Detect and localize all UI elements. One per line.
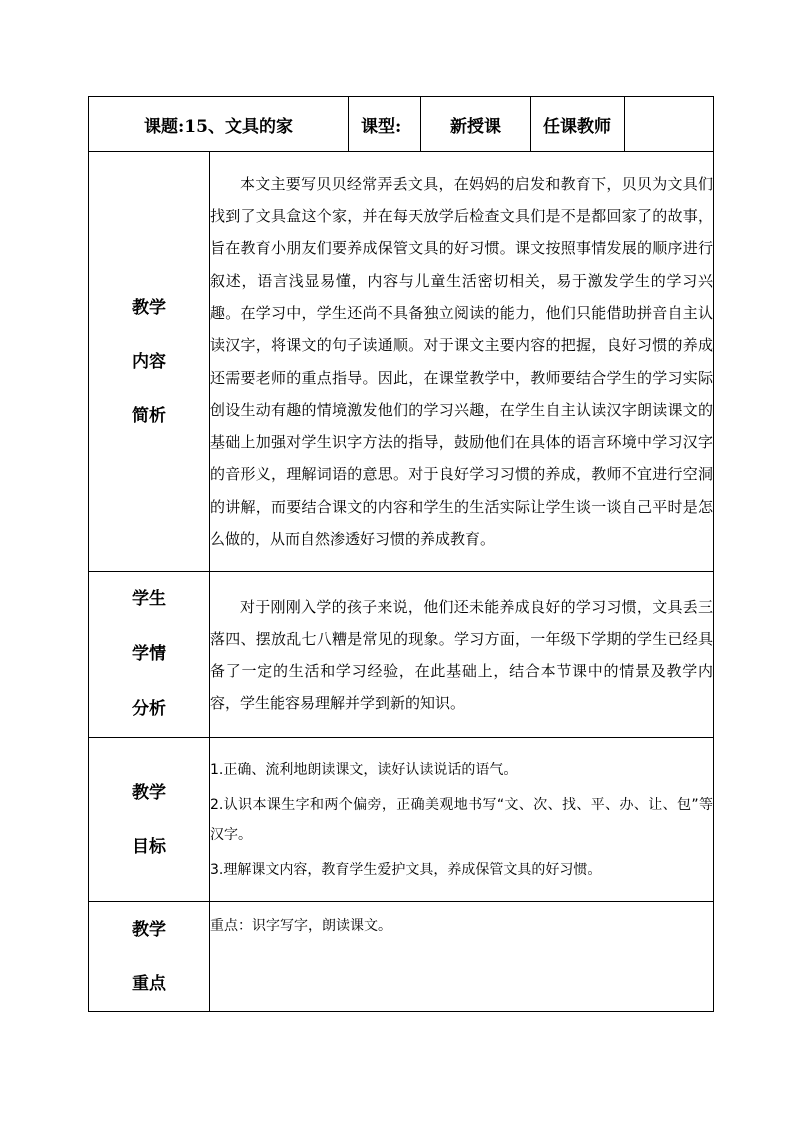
key-points-text: 重点：识字写字，朗读课文。 (210, 918, 392, 934)
header-row (89, 97, 714, 152)
key-points-label (89, 902, 210, 1012)
teacher-label: 任课教师 (531, 97, 625, 152)
content-summary-text: 本文主要写贝贝经常弄丢文具，在妈妈的启发和教育下，贝贝为文具们找到了文具盒这个家，并在每天放学后检查文具们是不是都回家了的故事，旨在教育小朋友们要养成保管文具的好习惯。课文按照事情发展的顺序进行叙述，语言浅显易懂，内容与儿童生活密切相关，易于激发学生的学习兴趣。在学习中，学生还尚不具备独立阅读的能力，他们只能借助拼音自主认读汉字，将课文的句子读通顺。对于课文主要内容的把握，良好习惯的养成还需要老师的重点指导。因此，在课堂教学中，教师要结合学生的学习实际创设生动有趣的情境激发他们的学习兴趣，在学生自主认读汉字朗读课文的基础上加强对学生识字方法的指导，鼓励他们在具体的语言环境中学习汉字的音形义，理解词语的意思。对于良好学习习惯的养成，教师不宜进行空洞的讲解，而要结合课文的内容和学生的生活实际让学生谈一谈自己平时是怎么做的，从而自然渗透好习惯的养成教育。 (210, 174, 713, 548)
label-line: 重点 (132, 973, 166, 994)
label-line: 分析 (132, 699, 166, 719)
student-analysis-label (89, 572, 210, 738)
content-summary-label (89, 152, 210, 572)
key-points-row (89, 902, 714, 1012)
label-line: 教学 (132, 297, 166, 318)
lesson-plan-table (88, 96, 714, 1012)
goal-list (210, 755, 713, 885)
student-analysis-row (89, 572, 714, 738)
goal-item: 2.认识本课生字和两个偏旁，正确美观地书写“文、次、找、平、办、让、包”等汉字。 (210, 796, 713, 843)
student-analysis-text: 对于刚刚入学的孩子来说，他们还未能养成良好的学习习惯，文具丢三落四、摆放乱七八糟是常见的现象。学习方面，一年级下学期的学生已经具备了一定的生活和学习经验，在此基础上，结合本节课中的情景及教学内容，学生能容易理解并学到新的知识。 (210, 597, 713, 712)
lesson-type-value: 新授课 (421, 97, 531, 152)
teaching-goals-cell (210, 738, 714, 902)
goal-item: 1.正确、流利地朗读课文，读好认读说话的语气。 (210, 761, 518, 778)
goal-item: 3.理解课文内容，教育学生爱护文具，养成保管文具的好习惯。 (210, 861, 602, 878)
label-line: 学情 (132, 644, 166, 664)
content-summary-row (89, 152, 714, 572)
label-line: 教学 (132, 919, 166, 940)
label-line: 教学 (132, 782, 166, 803)
teaching-goals-label (89, 738, 210, 902)
label-line: 目标 (132, 836, 166, 857)
teacher-value (625, 97, 714, 152)
key-points-cell (210, 902, 714, 1012)
label-line: 简析 (132, 405, 166, 426)
content-summary-cell (210, 152, 714, 572)
student-analysis-cell (210, 572, 714, 738)
label-line: 内容 (132, 351, 166, 372)
lesson-title: 课题:15、文具的家 (89, 97, 349, 152)
teaching-goals-row (89, 738, 714, 902)
label-line: 学生 (132, 589, 166, 609)
lesson-type-label: 课型: (349, 97, 421, 152)
